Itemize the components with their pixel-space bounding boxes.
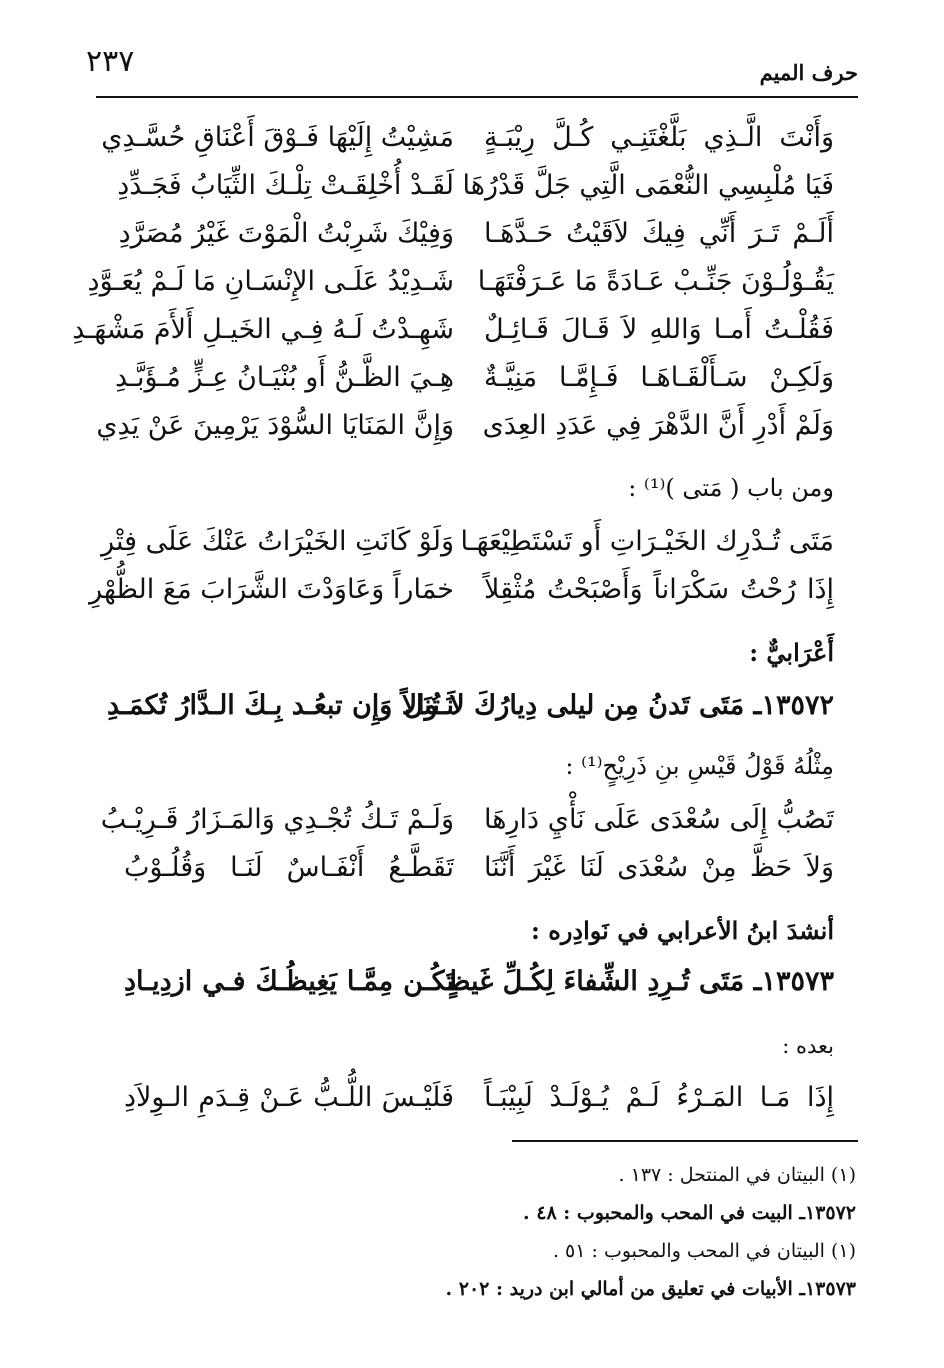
verse-hemistich-1: تَصُبُّ إِلَى سُعْدَى عَلَى نَأْيِ دَارِهَا [484, 804, 834, 835]
header-rule [96, 96, 858, 98]
page-number: ٢٣٧ [86, 44, 135, 79]
verse-hemistich-2: فَلَيْـسَ اللُّـبُّ عَـنْ قِـدَمِ الـوِلاَدِ [124, 1082, 454, 1113]
verse-hemistich-1: وَلاَ حَظَّ مِنْ سُعْدَى لَنَا غَيْرَ أَنَّنَا [484, 852, 834, 883]
verse-hemistich-1: وَلَكِـنْ سَـأَلْقَـاهَـا فَـإِمَّـا مَنِيَّـةٌ [484, 362, 834, 393]
footnote-rule [512, 1140, 858, 1142]
verse-hemistich-1: يَقُـوْلُـوْنَ جَنِّـبْ عَـادَةً مَا عَـرَفْتَهَـا [477, 266, 834, 297]
footnote: (١) البيتان في المحب والمحبوب : ٥١ . [552, 1240, 856, 1262]
verse-hemistich-2: مَشِيْتُ إِلَيْهَا فَـوْقَ أَعْنَاقِ حُسَّـدِي [101, 122, 454, 153]
section-intro: بعده : [782, 1034, 834, 1058]
verse-hemistich-1: وَلَمْ أَدْرِ أَنَّ الدَّهْرَ فِي عَدَدِ العِدَى [482, 410, 834, 441]
numbered-verse-hemistich-1: ١٣٥٧٢ـ مَتَى تَدنُ مِن ليلى دِيارُكَ لاَ تُنَل [403, 690, 834, 721]
verse-hemistich-2: وَفِيْكَ شَرِبْتُ الْمَوْتَ غَيْرُ مُصَرَّدِ [118, 218, 454, 249]
verse-hemistich-2: تَقَطَّـعُ أَنْفَـاسٌ لَنَـا وَقُلُـوْبُ [124, 852, 454, 883]
verse-hemistich-1: إِذَا مَـا المَـرْءُ لَـمْ يُـوْلَـدْ لَبِيْبَـاً [484, 1082, 834, 1113]
verse-hemistich-1: فَيَا مُلْبِسِي النُّعْمَى الَّتِي جَلَّ قَدْرُهَا [462, 170, 834, 201]
verse-hemistich-2: وَلَوْ كَانَتِ الخَيْرَاتُ عَنْكَ عَلَى فِتْرِ [101, 526, 454, 557]
verse-hemistich-2: شَـدِيْدُ عَلَـى الإِنْسَـانِ مَا لَـمْ يُعَـوَّدِ [87, 266, 454, 297]
verse-hemistich-1: إِذَا رُحْتُ سَكْرَاناً وَأَصْبَحْتُ مُثْقِلاً [484, 574, 834, 605]
footnote: ١٣٥٧٣ـ الأبيات في تعليق من أمالي ابن دريد : ٢٠٢ . [445, 1278, 856, 1300]
section-intro: مِثْلُهُ قَوْلُ قَيْسِ بنِ ذَرِيْحٍ⁽¹⁾ : [565, 752, 834, 780]
numbered-verse-hemistich-2: تَكُـن مِمَّـا يَغِيظُـكَ فـي ازدِيـادِ [124, 966, 454, 997]
section-intro: أنشدَ ابنُ الأعرابي في نَوادِره : [531, 916, 834, 945]
footnote: ١٣٥٧٢ـ البيت في المحب والمحبوب : ٤٨ . [523, 1202, 856, 1224]
running-title: حرف الميم [759, 60, 858, 85]
verse-hemistich-1: وَأَنْتَ الَّـذِي بَلَّغْتَنِـي كُـلَّ رِيْبَـةٍ [484, 122, 834, 153]
verse-hemistich-2: هِـيَ الظَّـنُّ أَو بُنْيَـانُ عِـزٍّ مُـؤَبَّـدِ [114, 362, 454, 393]
section-intro: ومن باب ( مَتى )⁽¹⁾ : [628, 474, 834, 502]
verse-hemistich-2: خمَاراً وَعَاوَدْتَ الشَّرَابَ مَعَ الظُّهْرِ [89, 574, 454, 605]
verse-hemistich-2: وَلَـمْ تَـكُ تُجْـدِي وَالمَـزَارُ قَـرِيْـبُ [100, 804, 454, 835]
numbered-verse-hemistich-1: ١٣٥٧٣ـ مَتَى تُـرِدِ الشِّفاءَ لِكُـلِّ غَيظٍ [445, 966, 834, 997]
verse-hemistich-2: وَإِنَّ المَنَايَا السُّوْدَ يَرْمِينَ عَنْ يَدِي [96, 410, 454, 441]
section-intro: أَعْرَابيٌّ : [749, 638, 834, 667]
verse-hemistich-1: فَقُلْـتُ أَمـا وَاللهِ لاَ قَـالَ قَـائِـلٌ [484, 314, 834, 345]
verse-hemistich-2: شَهِـدْتُ لَـهُ فِـي الخَيـلِ أَلأَمَ مَشْهَـدِ [72, 314, 454, 345]
numbered-verse-hemistich-2: نَـوالاً وَإِن تبعُـد بِـكَ الـدَّارُ تُكمَـدِ [106, 690, 454, 721]
footnote: (١) البيتان في المنتحل : ١٣٧ . [618, 1164, 856, 1186]
verse-hemistich-1: أَلَـمْ تَـرَ أَنِّي فِيكَ لاَقَيْتُ حَـدَّهَـا [484, 218, 834, 249]
verse-hemistich-2: لَقَـدْ أُخْلِقَـتْ تِلْـكَ الثِّيَابُ فَجَـدِّدِ [117, 170, 454, 201]
verse-hemistich-1: مَتَى تُـدْرِك الخَيْـرَاتِ أَو تَسْتَطِيْعَهَـا [460, 526, 834, 557]
